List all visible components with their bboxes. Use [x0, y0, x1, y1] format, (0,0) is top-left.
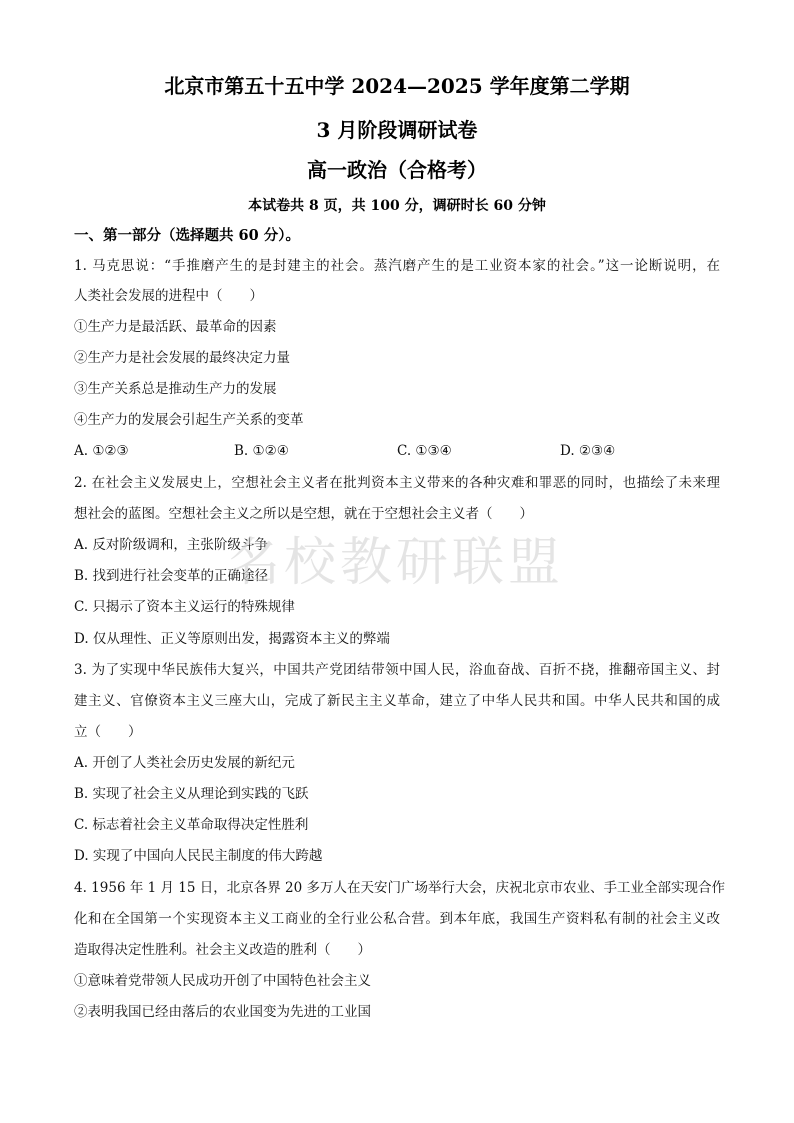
q4-stem-line3: 造取得决定性胜利。社会主义改造的胜利（ ） [74, 942, 371, 958]
section-heading: 一、第一部分（选择题共 60 分）。 [74, 227, 301, 244]
q1-stem-line2: 人类社会发展的进程中（ ） [74, 288, 263, 304]
exam-subject: 高一政治（合格考） [307, 158, 487, 182]
q4-stem-line1: 4. 1956 年 1 月 15 日，北京各界 20 多万人在天安门广场举行大会，庆祝北京市农业、手工业全部实现合作 [74, 880, 726, 896]
q3-option-d[interactable]: D. 实现了中国向人民民主制度的伟大跨越 [74, 848, 323, 864]
q3-stem-line2: 建主义、官僚资本主义三座大山，完成了新民主主义革命，建立了中华人民共和国。中华人民共和国的成 [74, 693, 720, 709]
q1-item-2: ②生产力是社会发展的最终决定力量 [74, 350, 290, 366]
exam-info: 本试卷共 8 页，共 100 分，调研时长 60 分钟 [248, 198, 546, 214]
q1-item-1: ①生产力是最活跃、最革命的因素 [74, 319, 277, 335]
q3-option-b[interactable]: B. 实现了社会主义从理论到实践的飞跃 [74, 786, 309, 802]
q1-option-d[interactable]: D. ②③④ [560, 443, 616, 459]
q2-option-c[interactable]: C. 只揭示了资本主义运行的特殊规律 [74, 599, 295, 615]
q3-option-a[interactable]: A. 开创了人类社会历史发展的新纪元 [74, 755, 295, 771]
exam-title: 北京市第五十五中学 2024—2025 学年度第二学期 [164, 74, 630, 98]
q2-option-b[interactable]: B. 找到进行社会变革的正确途径 [74, 568, 269, 584]
q1-item-3: ③生产关系总是推动生产力的发展 [74, 381, 277, 397]
q1-stem-line1: 1. 马克思说：“手推磨产生的是封建主的社会。蒸汽磨产生的是工业资本家的社会。”这一论断说明，在 [74, 258, 720, 274]
q3-option-c[interactable]: C. 标志着社会主义革命取得决定性胜利 [74, 817, 309, 833]
q1-item-4: ④生产力的发展会引起生产关系的变革 [74, 412, 304, 428]
q2-stem-line2: 想社会的蓝图。空想社会主义之所以是空想，就在于空想社会主义者（ ） [74, 506, 533, 522]
q4-item-1: ①意味着党带领人民成功开创了中国特色社会主义 [74, 973, 371, 989]
q2-option-d[interactable]: D. 仅从理性、正义等原则出发，揭露资本主义的弊端 [74, 631, 390, 647]
q1-option-c[interactable]: C. ①③④ [397, 443, 452, 459]
q3-stem-line1: 3. 为了实现中华民族伟大复兴，中国共产党团结带领中国人民，浴血奋战、百折不挠，推翻帝国主义、封 [74, 662, 720, 678]
exam-subtitle: 3 月阶段调研试卷 [316, 118, 478, 142]
q3-stem-line3: 立（ ） [74, 724, 142, 740]
q1-option-b[interactable]: B. ①②④ [234, 443, 289, 459]
q4-item-2: ②表明我国已经由落后的农业国变为先进的工业国 [74, 1004, 371, 1020]
q2-option-a[interactable]: A. 反对阶级调和，主张阶级斗争 [74, 537, 268, 553]
q4-stem-line2: 化和在全国第一个实现资本主义工商业的全行业公私合营。到本年底，我国生产资料私有制的社会主义改 [74, 911, 720, 927]
watermark: 名校教研联盟 [228, 533, 565, 593]
q2-stem-line1: 2. 在社会主义发展史上，空想社会主义者在批判资本主义带来的各种灾难和罪恶的同时，也描绘了未来理 [74, 475, 720, 491]
q1-option-a[interactable]: A. ①②③ [74, 443, 129, 459]
